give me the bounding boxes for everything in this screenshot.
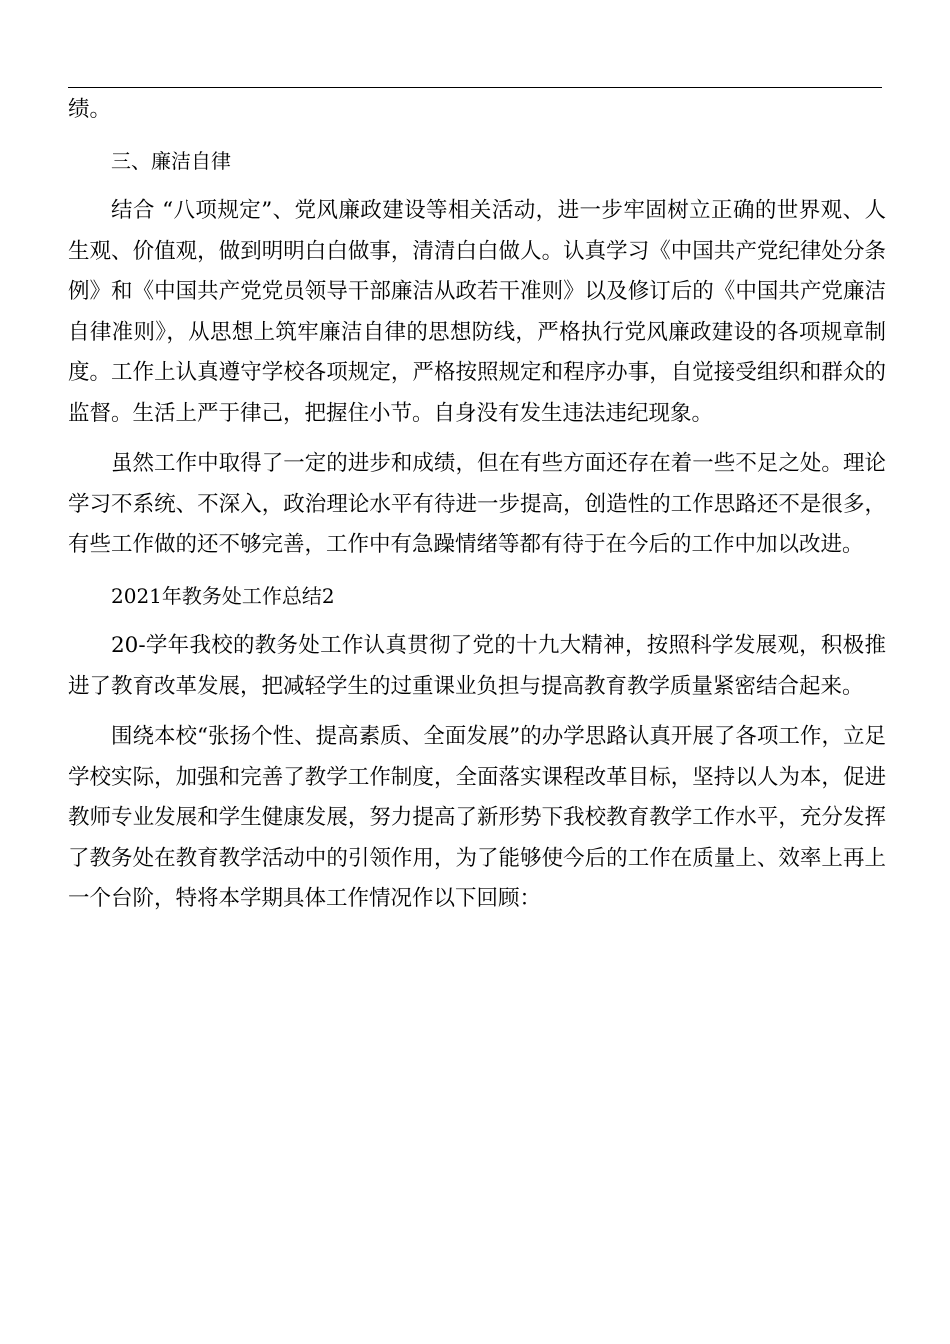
paragraph-continuation: 绩。 [68,97,112,122]
section-heading-integrity: 三、廉洁自律 [111,148,231,173]
document-body [68,90,886,930]
document-subtitle: 2021年教务处工作总结2 [111,583,335,608]
paragraph-overview: 围绕本校“张扬个性、提高素质、全面发展”的办学思路认真开展了各项工作，立足学校实际，加强和完善了教学工作制度，全面落实课程改革目标，坚持以人为本，促进教师专业发展和学生健康发展，努力提高了新形势下我校教育教学工作水平，充分发挥了教务处在教育教学活动中的引领作用，为了能够使今后的工作在质量上、效率上再上一个台阶，特将本学期具体工作情况作以下回顾： [68,724,886,911]
paragraph-shortcomings: 虽然工作中取得了一定的进步和成绩，但在有些方面还存在着一些不足之处。理论学习不系统、不深入，政治理论水平有待进一步提高，创造性的工作思路还不是很多，有些工作做的还不够完善，工作中有急躁情绪等都有待于在今后的工作中加以改进。 [68,451,886,557]
paragraph-integrity: 结合 “八项规定”、党风廉政建设等相关活动，进一步牢固树立正确的世界观、人生观、价值观，做到明明白白做事，清清白白做人。认真学习《中国共产党纪律处分条例》和《中国共产党党员领导干部廉洁从政若干准则》以及修订后的《中国共产党廉洁自律准则》，从思想上筑牢廉洁自律的思想防线，严格执行党风廉政建设的各项规章制度。工作上认真遵守学校各项规定，严格按照规定和程序办事，自觉接受组织和群众的监督。生活上严于律己，把握住小节。自身没有发生违法违纪现象。 [68,198,886,426]
paragraph-intro: 20-学年我校的教务处工作认真贯彻了党的十九大精神，按照科学发展观，积极推进了教育改革发展，把减轻学生的过重课业负担与提高教育教学质量紧密结合起来。 [68,633,886,699]
header-rule [68,87,882,88]
